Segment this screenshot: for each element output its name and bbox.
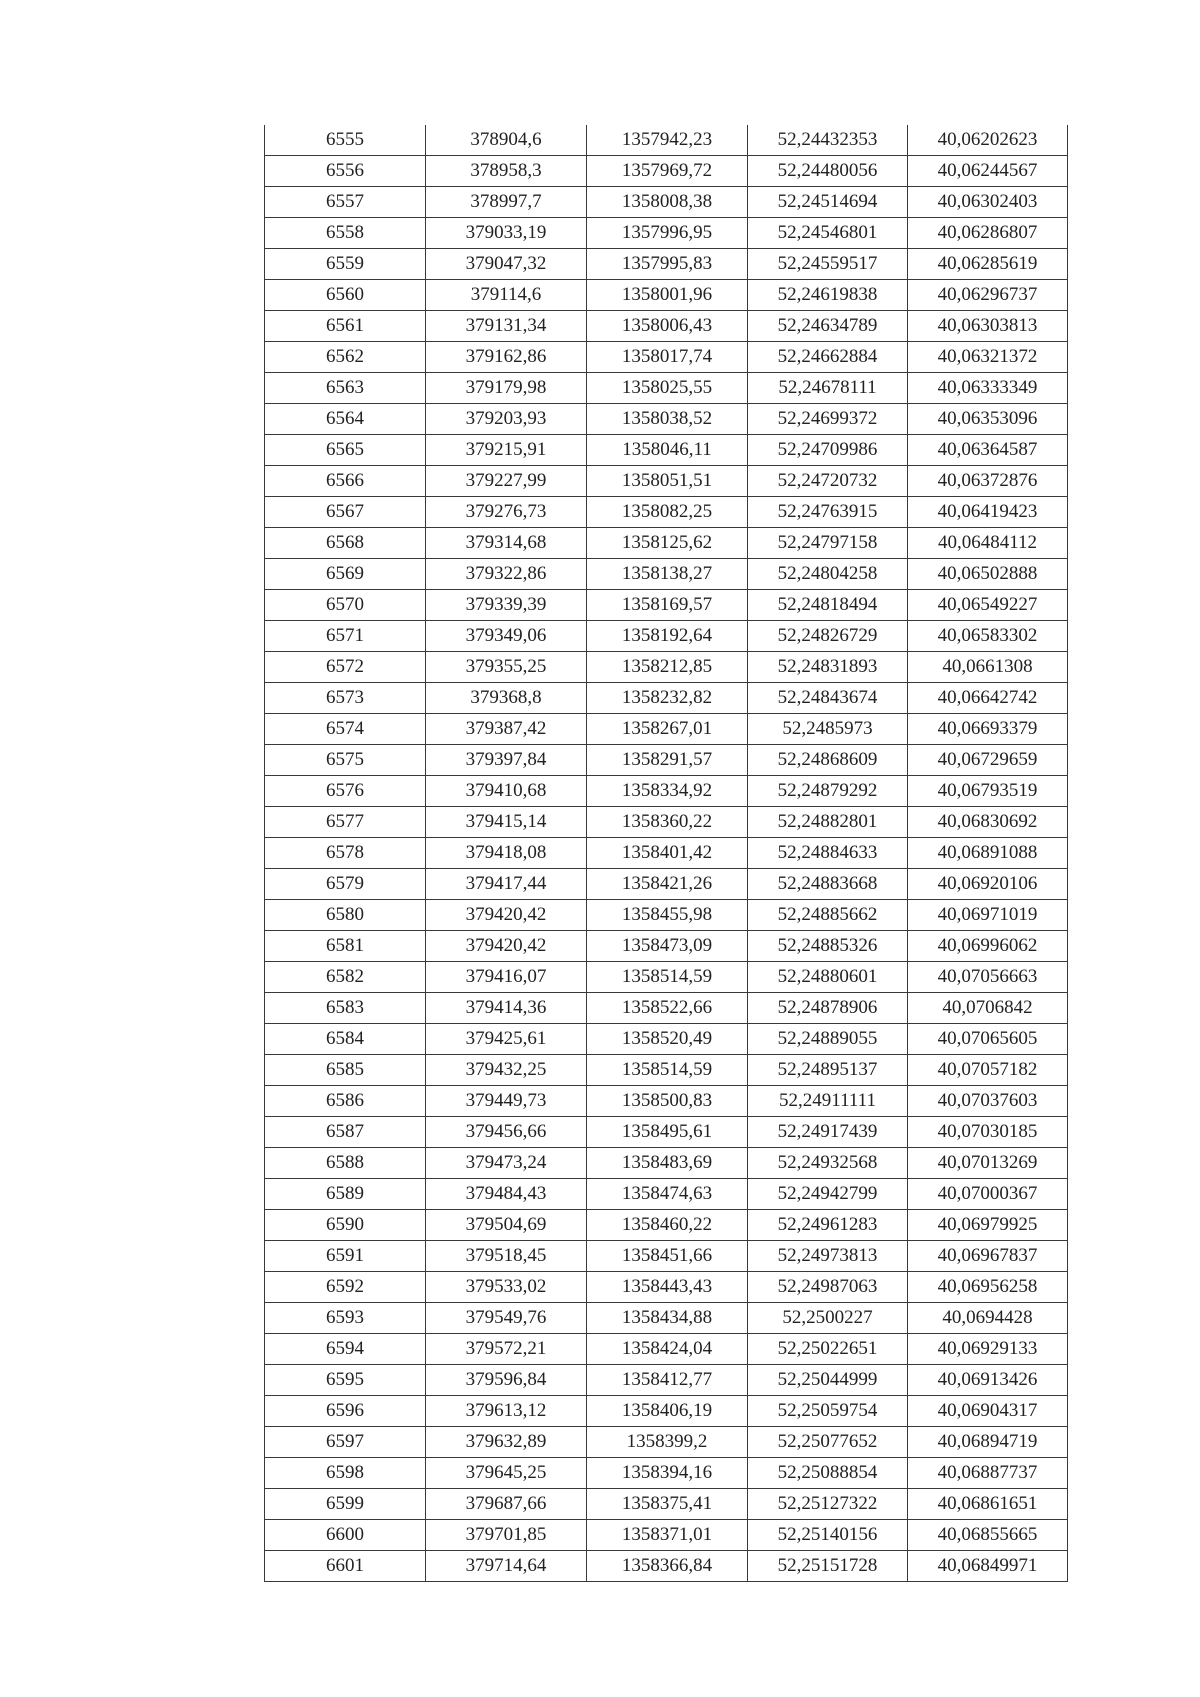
y-coordinate-cell: 1358514,59 (587, 962, 748, 993)
point-number-cell: 6565 (265, 435, 426, 466)
y-coordinate-cell: 1358455,98 (587, 900, 748, 931)
longitude-cell: 40,06956258 (908, 1272, 1068, 1303)
longitude-cell: 40,06904317 (908, 1396, 1068, 1427)
point-number-cell: 6572 (265, 652, 426, 683)
longitude-cell: 40,06296737 (908, 280, 1068, 311)
y-coordinate-cell: 1358051,51 (587, 466, 748, 497)
y-coordinate-cell: 1358495,61 (587, 1117, 748, 1148)
point-number-cell: 6581 (265, 931, 426, 962)
point-number-cell: 6582 (265, 962, 426, 993)
latitude-cell: 52,24878906 (748, 993, 908, 1024)
coordinates-table (264, 125, 1068, 1582)
x-coordinate-cell: 379533,02 (426, 1272, 587, 1303)
longitude-cell: 40,06333349 (908, 373, 1068, 404)
longitude-cell: 40,06549227 (908, 590, 1068, 621)
latitude-cell: 52,24546801 (748, 218, 908, 249)
x-coordinate-cell: 379596,84 (426, 1365, 587, 1396)
y-coordinate-cell: 1358082,25 (587, 497, 748, 528)
latitude-cell: 52,24843674 (748, 683, 908, 714)
latitude-cell: 52,24678111 (748, 373, 908, 404)
latitude-cell: 52,25022651 (748, 1334, 908, 1365)
y-coordinate-cell: 1358514,59 (587, 1055, 748, 1086)
y-coordinate-cell: 1358500,83 (587, 1086, 748, 1117)
table-row (265, 931, 1068, 962)
x-coordinate-cell: 379420,42 (426, 900, 587, 931)
point-number-cell: 6555 (265, 125, 426, 156)
x-coordinate-cell: 379215,91 (426, 435, 587, 466)
x-coordinate-cell: 379416,07 (426, 962, 587, 993)
point-number-cell: 6571 (265, 621, 426, 652)
x-coordinate-cell: 378904,6 (426, 125, 587, 156)
table-row (265, 1241, 1068, 1272)
table-row (265, 1551, 1068, 1582)
y-coordinate-cell: 1358017,74 (587, 342, 748, 373)
point-number-cell: 6577 (265, 807, 426, 838)
x-coordinate-cell: 379504,69 (426, 1210, 587, 1241)
longitude-cell: 40,06979925 (908, 1210, 1068, 1241)
table-row (265, 807, 1068, 838)
table-row (265, 838, 1068, 869)
x-coordinate-cell: 379420,42 (426, 931, 587, 962)
y-coordinate-cell: 1358125,62 (587, 528, 748, 559)
longitude-cell: 40,06894719 (908, 1427, 1068, 1458)
y-coordinate-cell: 1358375,41 (587, 1489, 748, 1520)
x-coordinate-cell: 379387,42 (426, 714, 587, 745)
table-row (265, 373, 1068, 404)
y-coordinate-cell: 1358001,96 (587, 280, 748, 311)
point-number-cell: 6559 (265, 249, 426, 280)
table-row (265, 528, 1068, 559)
longitude-cell: 40,06419423 (908, 497, 1068, 528)
table-row (265, 311, 1068, 342)
point-number-cell: 6588 (265, 1148, 426, 1179)
table-row (265, 745, 1068, 776)
x-coordinate-cell: 379355,25 (426, 652, 587, 683)
y-coordinate-cell: 1358424,04 (587, 1334, 748, 1365)
x-coordinate-cell: 379484,43 (426, 1179, 587, 1210)
point-number-cell: 6563 (265, 373, 426, 404)
point-number-cell: 6564 (265, 404, 426, 435)
x-coordinate-cell: 379417,44 (426, 869, 587, 900)
table-row (265, 435, 1068, 466)
latitude-cell: 52,24763915 (748, 497, 908, 528)
point-number-cell: 6568 (265, 528, 426, 559)
latitude-cell: 52,24432353 (748, 125, 908, 156)
longitude-cell: 40,07030185 (908, 1117, 1068, 1148)
table-row (265, 249, 1068, 280)
point-number-cell: 6597 (265, 1427, 426, 1458)
y-coordinate-cell: 1358366,84 (587, 1551, 748, 1582)
x-coordinate-cell: 379415,14 (426, 807, 587, 838)
latitude-cell: 52,24917439 (748, 1117, 908, 1148)
table-row (265, 1365, 1068, 1396)
point-number-cell: 6596 (265, 1396, 426, 1427)
latitude-cell: 52,24831893 (748, 652, 908, 683)
longitude-cell: 40,06861651 (908, 1489, 1068, 1520)
longitude-cell: 40,06285619 (908, 249, 1068, 280)
y-coordinate-cell: 1358520,49 (587, 1024, 748, 1055)
table-row (265, 156, 1068, 187)
y-coordinate-cell: 1358008,38 (587, 187, 748, 218)
x-coordinate-cell: 379425,61 (426, 1024, 587, 1055)
point-number-cell: 6592 (265, 1272, 426, 1303)
latitude-cell: 52,24662884 (748, 342, 908, 373)
y-coordinate-cell: 1358334,92 (587, 776, 748, 807)
table-row (265, 869, 1068, 900)
x-coordinate-cell: 379276,73 (426, 497, 587, 528)
latitude-cell: 52,24883668 (748, 869, 908, 900)
x-coordinate-cell: 379701,85 (426, 1520, 587, 1551)
y-coordinate-cell: 1358443,43 (587, 1272, 748, 1303)
longitude-cell: 40,06303813 (908, 311, 1068, 342)
y-coordinate-cell: 1357995,83 (587, 249, 748, 280)
x-coordinate-cell: 379456,66 (426, 1117, 587, 1148)
x-coordinate-cell: 379714,64 (426, 1551, 587, 1582)
y-coordinate-cell: 1358473,09 (587, 931, 748, 962)
table-row (265, 1427, 1068, 1458)
point-number-cell: 6573 (265, 683, 426, 714)
longitude-cell: 40,06891088 (908, 838, 1068, 869)
x-coordinate-cell: 379632,89 (426, 1427, 587, 1458)
point-number-cell: 6561 (265, 311, 426, 342)
longitude-cell: 40,06729659 (908, 745, 1068, 776)
latitude-cell: 52,24818494 (748, 590, 908, 621)
y-coordinate-cell: 1358212,85 (587, 652, 748, 683)
longitude-cell: 40,06583302 (908, 621, 1068, 652)
latitude-cell: 52,24932568 (748, 1148, 908, 1179)
longitude-cell: 40,06502888 (908, 559, 1068, 590)
y-coordinate-cell: 1358360,22 (587, 807, 748, 838)
latitude-cell: 52,24514694 (748, 187, 908, 218)
table-row (265, 1148, 1068, 1179)
latitude-cell: 52,24720732 (748, 466, 908, 497)
point-number-cell: 6584 (265, 1024, 426, 1055)
x-coordinate-cell: 378958,3 (426, 156, 587, 187)
x-coordinate-cell: 379314,68 (426, 528, 587, 559)
point-number-cell: 6575 (265, 745, 426, 776)
longitude-cell: 40,06920106 (908, 869, 1068, 900)
latitude-cell: 52,24559517 (748, 249, 908, 280)
y-coordinate-cell: 1358394,16 (587, 1458, 748, 1489)
table-row (265, 1396, 1068, 1427)
table-row (265, 683, 1068, 714)
x-coordinate-cell: 379114,6 (426, 280, 587, 311)
point-number-cell: 6587 (265, 1117, 426, 1148)
longitude-cell: 40,06793519 (908, 776, 1068, 807)
latitude-cell: 52,24884633 (748, 838, 908, 869)
x-coordinate-cell: 378997,7 (426, 187, 587, 218)
point-number-cell: 6600 (265, 1520, 426, 1551)
latitude-cell: 52,24868609 (748, 745, 908, 776)
point-number-cell: 6595 (265, 1365, 426, 1396)
x-coordinate-cell: 379687,66 (426, 1489, 587, 1520)
x-coordinate-cell: 379131,34 (426, 311, 587, 342)
y-coordinate-cell: 1358006,43 (587, 311, 748, 342)
y-coordinate-cell: 1357969,72 (587, 156, 748, 187)
table-row (265, 125, 1068, 156)
longitude-cell: 40,0694428 (908, 1303, 1068, 1334)
x-coordinate-cell: 379449,73 (426, 1086, 587, 1117)
table-row (265, 1117, 1068, 1148)
point-number-cell: 6590 (265, 1210, 426, 1241)
x-coordinate-cell: 379645,25 (426, 1458, 587, 1489)
longitude-cell: 40,06855665 (908, 1520, 1068, 1551)
longitude-cell: 40,06202623 (908, 125, 1068, 156)
latitude-cell: 52,24885662 (748, 900, 908, 931)
latitude-cell: 52,25059754 (748, 1396, 908, 1427)
latitude-cell: 52,24885326 (748, 931, 908, 962)
latitude-cell: 52,24634789 (748, 311, 908, 342)
table-row (265, 342, 1068, 373)
x-coordinate-cell: 379227,99 (426, 466, 587, 497)
point-number-cell: 6593 (265, 1303, 426, 1334)
y-coordinate-cell: 1358399,2 (587, 1427, 748, 1458)
longitude-cell: 40,06321372 (908, 342, 1068, 373)
y-coordinate-cell: 1358025,55 (587, 373, 748, 404)
latitude-cell: 52,25140156 (748, 1520, 908, 1551)
point-number-cell: 6558 (265, 218, 426, 249)
longitude-cell: 40,0706842 (908, 993, 1068, 1024)
x-coordinate-cell: 379203,93 (426, 404, 587, 435)
table-row (265, 1179, 1068, 1210)
y-coordinate-cell: 1358522,66 (587, 993, 748, 1024)
longitude-cell: 40,07013269 (908, 1148, 1068, 1179)
longitude-cell: 40,06302403 (908, 187, 1068, 218)
longitude-cell: 40,07037603 (908, 1086, 1068, 1117)
longitude-cell: 40,06913426 (908, 1365, 1068, 1396)
table-row (265, 590, 1068, 621)
table-row (265, 1055, 1068, 1086)
point-number-cell: 6562 (265, 342, 426, 373)
point-number-cell: 6569 (265, 559, 426, 590)
y-coordinate-cell: 1358232,82 (587, 683, 748, 714)
x-coordinate-cell: 379518,45 (426, 1241, 587, 1272)
x-coordinate-cell: 379410,68 (426, 776, 587, 807)
longitude-cell: 40,06967837 (908, 1241, 1068, 1272)
point-number-cell: 6580 (265, 900, 426, 931)
y-coordinate-cell: 1358169,57 (587, 590, 748, 621)
y-coordinate-cell: 1358401,42 (587, 838, 748, 869)
table-row (265, 1334, 1068, 1365)
table-row (265, 962, 1068, 993)
latitude-cell: 52,24895137 (748, 1055, 908, 1086)
longitude-cell: 40,06887737 (908, 1458, 1068, 1489)
x-coordinate-cell: 379549,76 (426, 1303, 587, 1334)
x-coordinate-cell: 379473,24 (426, 1148, 587, 1179)
longitude-cell: 40,06693379 (908, 714, 1068, 745)
table-row (265, 1489, 1068, 1520)
y-coordinate-cell: 1358474,63 (587, 1179, 748, 1210)
table-row (265, 993, 1068, 1024)
y-coordinate-cell: 1358371,01 (587, 1520, 748, 1551)
y-coordinate-cell: 1358412,77 (587, 1365, 748, 1396)
longitude-cell: 40,07000367 (908, 1179, 1068, 1210)
latitude-cell: 52,24987063 (748, 1272, 908, 1303)
point-number-cell: 6599 (265, 1489, 426, 1520)
latitude-cell: 52,25151728 (748, 1551, 908, 1582)
point-number-cell: 6589 (265, 1179, 426, 1210)
latitude-cell: 52,25127322 (748, 1489, 908, 1520)
point-number-cell: 6576 (265, 776, 426, 807)
table-row (265, 1458, 1068, 1489)
latitude-cell: 52,24973813 (748, 1241, 908, 1272)
longitude-cell: 40,06849971 (908, 1551, 1068, 1582)
point-number-cell: 6594 (265, 1334, 426, 1365)
latitude-cell: 52,24911111 (748, 1086, 908, 1117)
longitude-cell: 40,06484112 (908, 528, 1068, 559)
y-coordinate-cell: 1358291,57 (587, 745, 748, 776)
point-number-cell: 6567 (265, 497, 426, 528)
x-coordinate-cell: 379339,39 (426, 590, 587, 621)
latitude-cell: 52,2500227 (748, 1303, 908, 1334)
x-coordinate-cell: 379349,06 (426, 621, 587, 652)
latitude-cell: 52,24709986 (748, 435, 908, 466)
longitude-cell: 40,06244567 (908, 156, 1068, 187)
point-number-cell: 6586 (265, 1086, 426, 1117)
table-row (265, 404, 1068, 435)
point-number-cell: 6579 (265, 869, 426, 900)
x-coordinate-cell: 379418,08 (426, 838, 587, 869)
y-coordinate-cell: 1358434,88 (587, 1303, 748, 1334)
latitude-cell: 52,25077652 (748, 1427, 908, 1458)
x-coordinate-cell: 379613,12 (426, 1396, 587, 1427)
y-coordinate-cell: 1358421,26 (587, 869, 748, 900)
latitude-cell: 52,25088854 (748, 1458, 908, 1489)
longitude-cell: 40,06353096 (908, 404, 1068, 435)
x-coordinate-cell: 379397,84 (426, 745, 587, 776)
coordinates-table-body (265, 125, 1068, 1582)
point-number-cell: 6591 (265, 1241, 426, 1272)
latitude-cell: 52,2485973 (748, 714, 908, 745)
longitude-cell: 40,06996062 (908, 931, 1068, 962)
x-coordinate-cell: 379414,36 (426, 993, 587, 1024)
longitude-cell: 40,06286807 (908, 218, 1068, 249)
latitude-cell: 52,24480056 (748, 156, 908, 187)
y-coordinate-cell: 1358460,22 (587, 1210, 748, 1241)
latitude-cell: 52,24879292 (748, 776, 908, 807)
latitude-cell: 52,25044999 (748, 1365, 908, 1396)
point-number-cell: 6583 (265, 993, 426, 1024)
longitude-cell: 40,06642742 (908, 683, 1068, 714)
point-number-cell: 6566 (265, 466, 426, 497)
longitude-cell: 40,06364587 (908, 435, 1068, 466)
y-coordinate-cell: 1358267,01 (587, 714, 748, 745)
longitude-cell: 40,06929133 (908, 1334, 1068, 1365)
latitude-cell: 52,24804258 (748, 559, 908, 590)
latitude-cell: 52,24797158 (748, 528, 908, 559)
latitude-cell: 52,24961283 (748, 1210, 908, 1241)
latitude-cell: 52,24699372 (748, 404, 908, 435)
x-coordinate-cell: 379572,21 (426, 1334, 587, 1365)
table-row (265, 218, 1068, 249)
y-coordinate-cell: 1357996,95 (587, 218, 748, 249)
point-number-cell: 6578 (265, 838, 426, 869)
y-coordinate-cell: 1358138,27 (587, 559, 748, 590)
y-coordinate-cell: 1358046,11 (587, 435, 748, 466)
x-coordinate-cell: 379322,86 (426, 559, 587, 590)
longitude-cell: 40,06830692 (908, 807, 1068, 838)
table-row (265, 1272, 1068, 1303)
table-row (265, 1210, 1068, 1241)
latitude-cell: 52,24889055 (748, 1024, 908, 1055)
table-row (265, 1303, 1068, 1334)
latitude-cell: 52,24880601 (748, 962, 908, 993)
y-coordinate-cell: 1357942,23 (587, 125, 748, 156)
point-number-cell: 6585 (265, 1055, 426, 1086)
point-number-cell: 6598 (265, 1458, 426, 1489)
x-coordinate-cell: 379033,19 (426, 218, 587, 249)
y-coordinate-cell: 1358451,66 (587, 1241, 748, 1272)
table-row (265, 559, 1068, 590)
table-row (265, 776, 1068, 807)
table-row (265, 1086, 1068, 1117)
x-coordinate-cell: 379368,8 (426, 683, 587, 714)
table-row (265, 280, 1068, 311)
y-coordinate-cell: 1358483,69 (587, 1148, 748, 1179)
point-number-cell: 6601 (265, 1551, 426, 1582)
x-coordinate-cell: 379432,25 (426, 1055, 587, 1086)
longitude-cell: 40,06971019 (908, 900, 1068, 931)
x-coordinate-cell: 379162,86 (426, 342, 587, 373)
point-number-cell: 6574 (265, 714, 426, 745)
latitude-cell: 52,24942799 (748, 1179, 908, 1210)
latitude-cell: 52,24619838 (748, 280, 908, 311)
point-number-cell: 6570 (265, 590, 426, 621)
longitude-cell: 40,07057182 (908, 1055, 1068, 1086)
table-row (265, 466, 1068, 497)
table-row (265, 652, 1068, 683)
y-coordinate-cell: 1358192,64 (587, 621, 748, 652)
y-coordinate-cell: 1358406,19 (587, 1396, 748, 1427)
latitude-cell: 52,24882801 (748, 807, 908, 838)
table-row (265, 187, 1068, 218)
longitude-cell: 40,07056663 (908, 962, 1068, 993)
point-number-cell: 6560 (265, 280, 426, 311)
table-row (265, 900, 1068, 931)
table-row (265, 1520, 1068, 1551)
table-row (265, 714, 1068, 745)
y-coordinate-cell: 1358038,52 (587, 404, 748, 435)
longitude-cell: 40,06372876 (908, 466, 1068, 497)
point-number-cell: 6556 (265, 156, 426, 187)
table-row (265, 621, 1068, 652)
longitude-cell: 40,0661308 (908, 652, 1068, 683)
table-row (265, 1024, 1068, 1055)
table-row (265, 497, 1068, 528)
x-coordinate-cell: 379047,32 (426, 249, 587, 280)
latitude-cell: 52,24826729 (748, 621, 908, 652)
point-number-cell: 6557 (265, 187, 426, 218)
longitude-cell: 40,07065605 (908, 1024, 1068, 1055)
x-coordinate-cell: 379179,98 (426, 373, 587, 404)
